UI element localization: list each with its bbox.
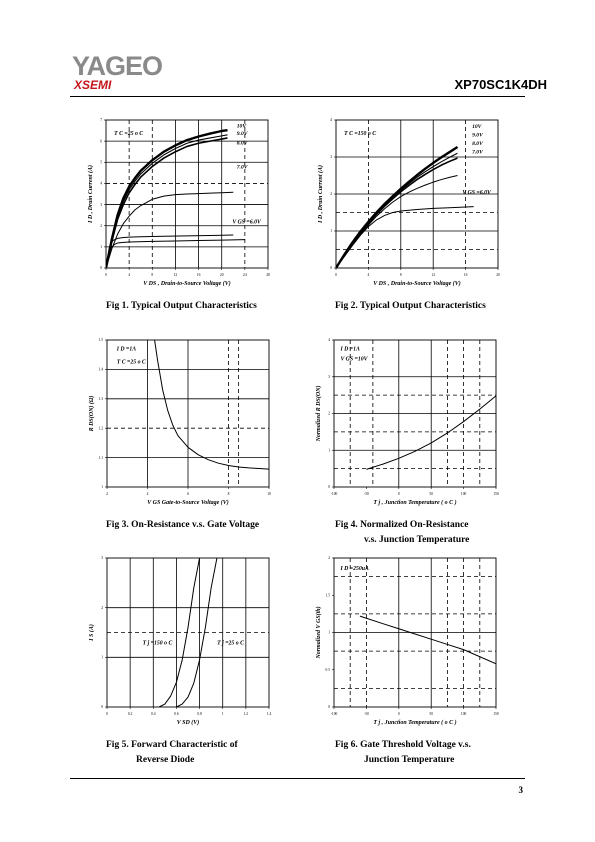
x-tick-label: 8 [227, 492, 230, 496]
y-tick-label: 0 [328, 485, 330, 490]
y-tick-label: 1 [100, 245, 102, 250]
chart-fig2 [311, 113, 503, 293]
x-tick-label: -100 [330, 492, 338, 496]
y-tick-label: 0 [328, 705, 330, 710]
plot-fig3 [88, 338, 271, 506]
series-line [360, 616, 496, 664]
x-tick-label: 1.4 [266, 712, 272, 716]
x-tick-label: 4 [367, 273, 370, 277]
part-number: XP70SC1K4DH [454, 77, 547, 92]
x-tick-label: 10 [267, 492, 271, 496]
x-tick-label: 0.8 [197, 712, 202, 716]
y-tick-label: 4 [330, 118, 332, 123]
series-label: 10V [472, 124, 482, 131]
y-tick-label: 4 [328, 338, 330, 343]
y-tick-label: 1.5 [98, 338, 103, 343]
y-tick-label: 3 [101, 556, 103, 561]
y-tick-label: 2 [100, 223, 102, 228]
chart-annotation: V GS =6.0V [232, 219, 261, 226]
caption-fig6 [335, 738, 471, 768]
x-axis-label: V DS , Drain-to-Source Voltage (V) [143, 281, 231, 287]
caption-fig1 [106, 299, 257, 314]
series-line [155, 340, 269, 469]
y-tick-label: 2 [328, 556, 330, 561]
y-tick-label: 0 [101, 705, 103, 710]
chart-annotation: I D =1A [340, 346, 360, 353]
x-tick-label: 50 [429, 712, 433, 716]
series-label: 8.0V [472, 141, 483, 148]
x-tick-label: 1 [221, 712, 224, 716]
x-tick-label: 16 [463, 273, 468, 277]
y-axis-label: Normalized V GS(th) [316, 606, 322, 659]
y-tick-label: 6 [100, 139, 102, 144]
series-group [360, 616, 496, 664]
caption-fig3 [106, 518, 259, 533]
y-tick-label: 2 [330, 192, 332, 197]
y-tick-label: 1 [328, 630, 330, 635]
series-label: 9.0V [236, 130, 248, 137]
y-tick-label: 2 [328, 411, 330, 416]
x-tick-label: 16 [196, 273, 201, 277]
x-tick-label: -100 [330, 712, 338, 716]
x-tick-label: -50 [364, 712, 369, 716]
series-line [106, 138, 228, 268]
x-tick-label: 28 [266, 273, 270, 277]
series-group [155, 340, 269, 469]
y-axis-label: I D , Drain Current (A) [88, 164, 94, 224]
x-tick-label: 12 [173, 273, 178, 277]
plot-fig6 [315, 556, 499, 726]
x-tick-label: 0 [335, 273, 337, 277]
plot-fig4 [315, 338, 499, 506]
chart-fig1 [86, 113, 278, 293]
caption-fig2 [335, 299, 486, 314]
caption-fig6-line2: Junction Temperature [364, 755, 455, 765]
x-tick-label: 6 [187, 492, 189, 496]
chart-fig5 [83, 551, 278, 731]
y-tick-label: 1.5 [325, 593, 330, 598]
chart-annotation: T j =150 o C [142, 640, 173, 647]
x-tick-label: 0 [105, 273, 107, 277]
chart-annotation: V GS =6.0V [462, 190, 491, 196]
x-tick-label: 150 [493, 712, 499, 716]
x-tick-label: 0.6 [174, 712, 179, 716]
caption-fig4-line2: v.s. Junction Temperature [364, 535, 470, 545]
x-axis-label: T j , Junction Temperature ( o C ) [373, 500, 457, 506]
y-axis-label: I D , Drain Current (A) [318, 164, 324, 224]
series-label: 7.0V [236, 164, 248, 171]
x-tick-label: 50 [429, 492, 433, 496]
x-tick-label: 1.2 [243, 712, 249, 716]
series-label: 8.0V [236, 140, 248, 147]
x-axis-label: T j , Junction Temperature ( o C ) [373, 720, 457, 726]
x-tick-label: 12 [431, 273, 435, 277]
caption-fig5-line2: Reverse Diode [136, 755, 195, 765]
series-group [336, 147, 474, 268]
caption-fig5-line1: Fig 5. Forward Characteristic of [106, 740, 238, 750]
series-line [336, 147, 458, 268]
series-line [336, 158, 458, 268]
series-line [106, 192, 233, 268]
y-tick-label: 1 [101, 485, 103, 490]
y-tick-label: 1.3 [98, 397, 103, 401]
footer-divider [70, 778, 525, 779]
y-tick-label: 1 [330, 229, 332, 234]
y-tick-label: 4 [100, 181, 102, 186]
y-tick-label: 1.1 [98, 455, 103, 460]
page-number: 3 [518, 785, 523, 795]
chart-annotation: T C =25 o C [116, 359, 146, 366]
caption-fig2-line1: Fig 2. Typical Output Characteristics [335, 301, 486, 311]
x-tick-label: 4 [146, 492, 149, 496]
chart-annotation: T j =25 o C [217, 640, 244, 647]
series-label: 7.0V [472, 149, 483, 156]
x-tick-label: 4 [128, 273, 131, 277]
series-line [176, 558, 217, 707]
y-tick-label: 3 [328, 374, 330, 379]
x-tick-label: 0.4 [151, 712, 156, 716]
y-tick-label: 1.4 [98, 367, 103, 372]
x-axis-label: V SD (V) [176, 720, 200, 726]
yageo-logo [72, 52, 192, 92]
y-tick-label: 1 [328, 448, 330, 453]
series-label: 9.0V [472, 132, 483, 139]
chart-annotation: I D =250uA [340, 565, 369, 572]
header-divider [70, 96, 525, 97]
y-tick-label: 0 [100, 266, 102, 271]
x-tick-label: 8 [151, 273, 154, 277]
chart-fig4 [308, 333, 503, 513]
plot-fig2 [317, 118, 500, 287]
y-axis-label: I S (A) [89, 624, 95, 641]
series-label: 10V [236, 123, 247, 130]
x-tick-label: 20 [219, 273, 224, 277]
y-tick-label: 0 [330, 266, 332, 271]
y-tick-label: 5 [100, 160, 102, 165]
x-tick-label: 2 [106, 492, 108, 496]
x-tick-label: 100 [460, 492, 467, 496]
x-tick-label: 0 [397, 492, 400, 496]
x-tick-label: 20 [496, 273, 500, 277]
caption-fig4-line1: Fig 4. Normalized On-Resistance [335, 520, 469, 530]
y-tick-label: 1 [101, 655, 103, 660]
x-tick-label: 24 [243, 273, 247, 277]
chart-fig6 [308, 551, 503, 731]
x-tick-label: 0.2 [127, 712, 133, 716]
y-tick-label: 7 [100, 118, 102, 123]
logo-wordmark: YAGEO [72, 51, 163, 81]
x-tick-label: 100 [460, 712, 467, 716]
chart-annotation: I D =1A [116, 346, 137, 353]
series-line [336, 176, 458, 269]
logo-subbrand: XSEMI [74, 78, 112, 92]
y-axis-label: R DS(ON) (Ω) [89, 395, 95, 432]
y-tick-label: 1.2 [98, 426, 103, 431]
x-axis-label: V GS Gate-to-Source Voltage (V) [147, 500, 229, 506]
y-tick-label: 3 [100, 202, 102, 207]
x-tick-label: -50 [364, 492, 369, 496]
caption-fig3-line1: Fig 3. On-Resistance v.s. Gate Voltage [106, 520, 260, 530]
y-tick-label: 2 [101, 605, 103, 610]
y-axis-label: Normalized R DS(ON) [316, 385, 322, 442]
caption-fig1-line1: Fig 1. Typical Output Characteristics [106, 301, 257, 311]
x-tick-label: 0 [397, 712, 400, 716]
chart-annotation: T C =150 o C [344, 130, 377, 137]
chart-annotation: V GS =10V [340, 356, 368, 363]
chart-annotation: T C =25 o C [114, 130, 144, 137]
x-axis-label: V DS , Drain-to-Source Voltage (V) [373, 281, 461, 287]
y-tick-label: 0.5 [325, 667, 330, 672]
caption-fig5 [106, 738, 238, 768]
y-tick-label: 3 [330, 155, 332, 160]
caption-fig6-line1: Fig 6. Gate Threshold Voltage v.s. [335, 740, 471, 750]
caption-fig4 [335, 518, 469, 548]
plot-fig1 [87, 118, 270, 287]
plot-fig5 [88, 556, 271, 726]
chart-fig3 [83, 333, 278, 513]
x-tick-label: 8 [399, 273, 402, 277]
x-tick-label: 0 [106, 712, 108, 716]
series-line [336, 153, 458, 268]
x-tick-label: 150 [493, 492, 499, 496]
